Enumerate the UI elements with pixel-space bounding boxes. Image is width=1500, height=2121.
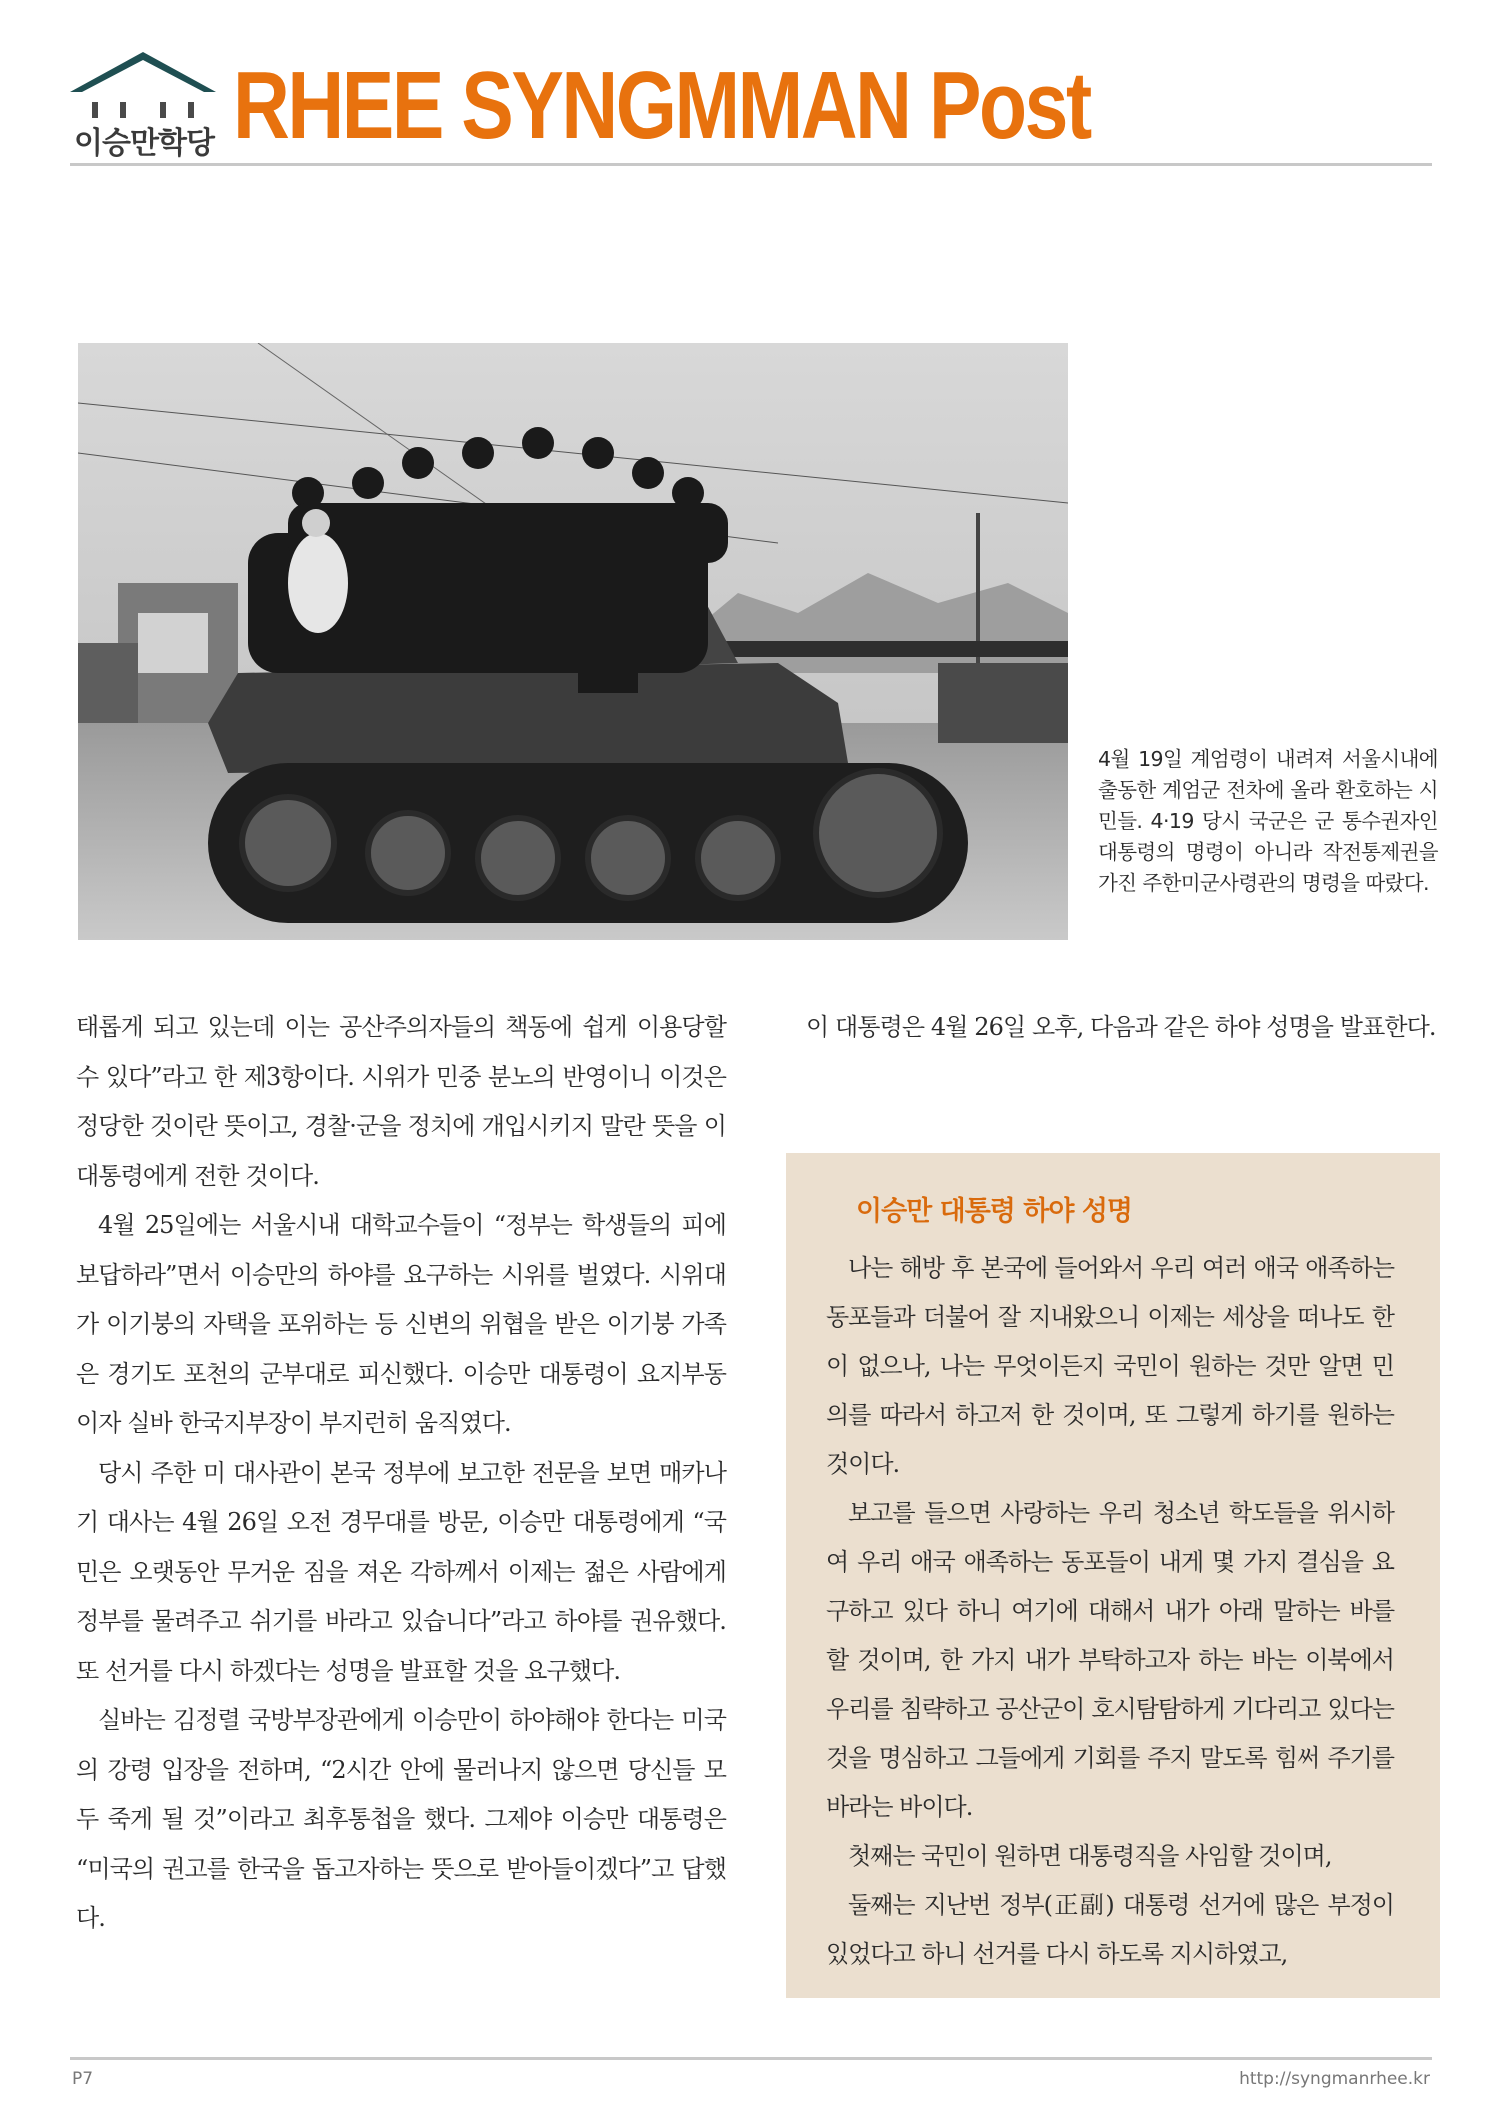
paragraph: 4월 25일에는 서울시내 대학교수들이 “정부는 학생들의 피에 보답하라”면서 이승만의 하야를 요구하는 시위를 벌였다. 시위대가 이기붕의 자택을 포위하는 등 신변의 위협을 받은 이기붕 가족은 경기도 포천의 군부대로 피신했다. 이승만 대통령이 요지부동이자 실바 한국지부장이 부지런히 움직였다. — [76, 1211, 726, 1437]
footer-divider — [70, 2057, 1432, 2060]
logo-label: 이승만학당 — [74, 126, 214, 161]
statement-paragraph: 나는 해방 후 본국에 들어와서 우리 여러 애국 애족하는 동포들과 더불어 잘 지내왔으니 이제는 세상을 떠나도 한이 없으나, 나는 무엇이든지 국민이 원하는 것만 알면 민의를 따라서 하고저 한 것이며, 또 그렇게 하기를 원하는 것이다. — [826, 1254, 1394, 1478]
masthead-title: RHEE SYNGMMAN Post — [233, 52, 1090, 159]
statement-paragraph: 보고를 들으면 사랑하는 우리 청소년 학도들을 위시하여 우리 애국 애족하는 동포들이 내게 몇 가지 결심을 요구하고 있다 하니 여기에 대해서 내가 아래 말하는 바를 할 것이며, 한 가지 내가 부탁하고자 하는 바는 이북에서 우리를 침략하고 공산군이 호시탐탐하게 기다리고 있다는 것을 명심하고 그들에게 기회를 주지 말도록 힘써 주기를 바라는 바이다. — [826, 1499, 1394, 1821]
statement-title: 이승만 대통령 하야 성명 — [856, 1196, 1133, 1227]
paragraph: 당시 주한 미 대사관이 본국 정부에 보고한 전문을 보면 매카나기 대사는 4월 26일 오전 경무대를 방문, 이승만 대통령에게 “국민은 오랫동안 무거운 짐을 져온 각하께서 이제는 젊은 사람에게 정부를 물려주고 쉬기를 바라고 있습니다”라고 하야를 권유했다. 또 선거를 다시 하겠다는 성명을 발표할 것을 요구했다. — [76, 1458, 726, 1685]
left-column — [76, 1003, 726, 1944]
paragraph: 이 대통령은 4월 26일 오후, 다음과 같은 하야 성명을 발표한다. — [806, 1013, 1436, 1041]
right-column-intro — [784, 1003, 1444, 1053]
paragraph: 태롭게 되고 있는데 이는 공산주의자들의 책동에 쉽게 이용당할 수 있다”라고 한 제3항이다. 시위가 민중 분노의 반영이니 이것은 정당한 것이란 뜻이고, 경찰·군을 정치에 개입시키지 말란 뜻을 이 대통령에게 전한 것이다. — [76, 1013, 726, 1190]
statement-paragraph: 둘째는 지난번 정부(正副) 대통령 선거에 많은 부정이 있었다고 하니 선거를 다시 하도록 지시하였고, — [826, 1891, 1394, 1968]
site-url[interactable]: http://syngmanrhee.kr — [1239, 2069, 1430, 2089]
photo-caption: 4월 19일 계엄령이 내려져 서울시내에 출동한 계엄군 전차에 올라 환호하는 시민들. 4·19 당시 국군은 군 통수권자인 대통령의 명령이 아니라 작전통제권을 가진 주한미군사령관의 명령을 따랐다. — [1098, 747, 1438, 895]
paragraph: 실바는 김정렬 국방부장관에게 이승만이 하야해야 한다는 미국의 강령 입장을 전하며, “2시간 안에 물러나지 않으면 당신들 모두 죽게 될 것”이라고 최후통첩을 했다. 그제야 이승만 대통령은 “미국의 권고를 한국을 돕고자하는 뜻으로 받아들이겠다”고 답했다. — [76, 1706, 726, 1932]
tank-photo — [78, 343, 1068, 940]
statement-paragraph: 첫째는 국민이 원하면 대통령직을 사임할 것이며, — [848, 1842, 1332, 1870]
statement-box — [786, 1153, 1440, 1998]
page-number: P7 — [72, 2069, 94, 2089]
header-divider — [70, 163, 1432, 166]
